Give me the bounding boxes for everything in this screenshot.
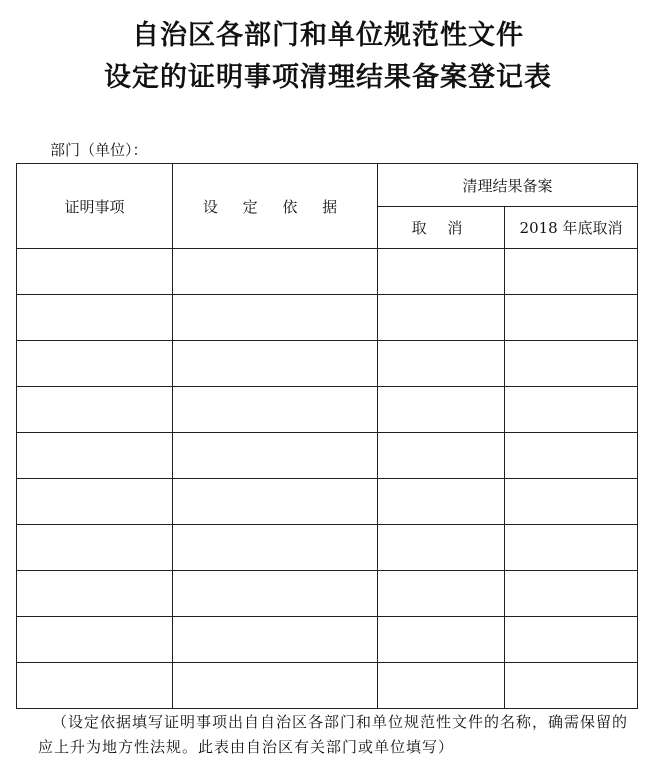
table-row: [17, 387, 638, 433]
registration-table: [16, 163, 638, 709]
table-row: [17, 249, 638, 295]
table-row: [17, 433, 638, 479]
table-cell[interactable]: [17, 295, 173, 341]
table-row: [17, 341, 638, 387]
table-cell[interactable]: [173, 387, 378, 433]
table-cell[interactable]: [505, 479, 638, 525]
table-row: [17, 617, 638, 663]
table-cell[interactable]: [378, 295, 505, 341]
table-cell[interactable]: [17, 341, 173, 387]
table-cell[interactable]: [505, 249, 638, 295]
table-cell[interactable]: [378, 433, 505, 479]
table-cell[interactable]: [505, 295, 638, 341]
table-cell[interactable]: [173, 249, 378, 295]
table-cell[interactable]: [17, 249, 173, 295]
table-cell[interactable]: [17, 663, 173, 709]
footnote: （设定依据填写证明事项出自自治区各部门和单位规范性文件的名称，确需保留的应上升为地方性法规。此表由自治区有关部门或单位填写）: [38, 713, 629, 756]
header-basis: 设 定 依 据: [173, 164, 378, 249]
header-cancel: 取 消: [378, 207, 505, 249]
table-body: [17, 164, 638, 709]
table-row: [17, 525, 638, 571]
table-cell[interactable]: [378, 571, 505, 617]
document-title-line-2: 设定的证明事项清理结果备案登记表: [104, 62, 552, 93]
table-cell[interactable]: [17, 387, 173, 433]
table-cell[interactable]: [173, 571, 378, 617]
header-item: 证明事项: [17, 164, 173, 249]
table-cell[interactable]: [173, 295, 378, 341]
table-cell[interactable]: [173, 479, 378, 525]
header-result-group: 清理结果备案: [378, 164, 638, 207]
department-label: 部门（单位）：: [50, 141, 148, 159]
table-cell[interactable]: [505, 525, 638, 571]
table-cell[interactable]: [17, 525, 173, 571]
table-cell[interactable]: [173, 663, 378, 709]
table-row: [17, 479, 638, 525]
table-cell[interactable]: [378, 249, 505, 295]
document-title-line-1: 自治区各部门和单位规范性文件: [132, 20, 524, 51]
table-row: [17, 295, 638, 341]
table-cell[interactable]: [505, 663, 638, 709]
table-cell[interactable]: [505, 617, 638, 663]
table-cell[interactable]: [505, 387, 638, 433]
table-cell[interactable]: [378, 525, 505, 571]
table-cell[interactable]: [378, 663, 505, 709]
table-cell[interactable]: [17, 479, 173, 525]
table-cell[interactable]: [505, 571, 638, 617]
header-cancel-2018: 2018 年底取消: [505, 207, 638, 249]
table-cell[interactable]: [378, 617, 505, 663]
table-row: [17, 571, 638, 617]
table-cell[interactable]: [378, 479, 505, 525]
table-cell[interactable]: [173, 617, 378, 663]
table-cell[interactable]: [173, 341, 378, 387]
table-cell[interactable]: [17, 433, 173, 479]
table-row: [17, 663, 638, 709]
table-cell[interactable]: [505, 433, 638, 479]
table-cell[interactable]: [505, 341, 638, 387]
table-cell[interactable]: [378, 341, 505, 387]
table-cell[interactable]: [173, 433, 378, 479]
table-cell[interactable]: [17, 617, 173, 663]
table-cell[interactable]: [17, 571, 173, 617]
header-row-1: [17, 164, 638, 207]
table-cell[interactable]: [173, 525, 378, 571]
table-cell[interactable]: [378, 387, 505, 433]
